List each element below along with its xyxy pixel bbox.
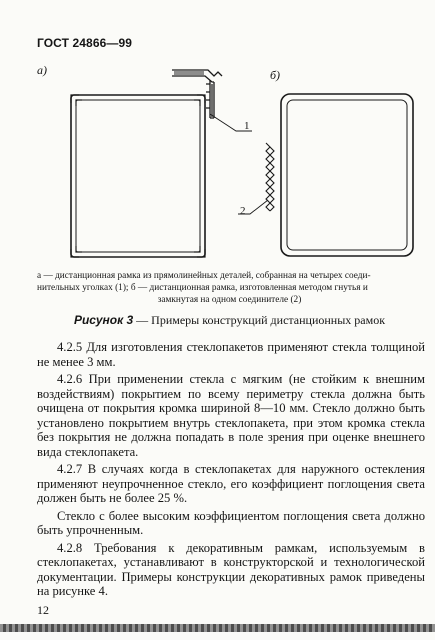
paragraph-4-2-6: 4.2.6 При применении стекла с мягким (не стойким к внешним воздействиям) покрытием по всему периметру стекла должна быть очищена от покрытия кромка шириной 8—10 мм. Стекло должно быть установлено покрытием внутрь стеклопакета, при этом кромка стекла без покрытия не должна попадать в поле зрения при оценке внешнего вида стеклопакета. (37, 372, 425, 459)
figure-number: Рисунок 3 (73, 313, 134, 327)
spacer-frame-figure (0, 0, 435, 270)
frame-a-drawing (71, 95, 205, 257)
caption-line-3: замкнутая на одном соединителе (2) (157, 295, 302, 305)
callout-label-2: 2 (240, 205, 246, 217)
document-header: ГОСТ 24866—99 (37, 36, 133, 50)
caption-line-2: нительных уголках (1); б — дистанционная рамка, изготовленная методом гнутья и (37, 283, 368, 293)
figure-title (37, 313, 422, 328)
paragraph-absorption: Стекло с более высоким коэффициентом поглощения света должно быть упрочненным. (37, 508, 425, 537)
figure-caption (37, 270, 422, 306)
body-text (37, 340, 425, 602)
panel-a-label: а) (37, 63, 47, 77)
page-number: 12 (37, 603, 49, 617)
paragraph-4-2-8: 4.2.8 Требования к декоративным рамкам, используемым в стеклопакетах, устанавливают в конструкторской и технологической документации. Примеры конструкции декоративных рамок приведены на рисунке 4. (37, 540, 425, 598)
figure-title-text: — Примеры конструкций дистанционных рамок (133, 313, 386, 327)
callout-label-1: 1 (244, 120, 250, 132)
scan-edge (0, 624, 435, 632)
paragraph-4-2-7: 4.2.7 В случаях когда в стеклопакетах для наружного остекления применяют неупрочненное стекло, его коэффициент поглощения света должен быть не более 25 %. (37, 462, 425, 505)
paragraph-4-2-5: 4.2.5 Для изготовления стеклопакетов применяют стекла толщиной не менее 3 мм. (37, 340, 425, 369)
corner-profile-detail (172, 70, 222, 118)
frame-b-drawing (281, 94, 413, 256)
panel-b-label: б) (270, 68, 281, 82)
caption-line-1: а — дистанционная рамка из прямолинейных деталей, собранная на четырех соеди- (37, 271, 371, 281)
corner-connector-icon (71, 95, 205, 257)
